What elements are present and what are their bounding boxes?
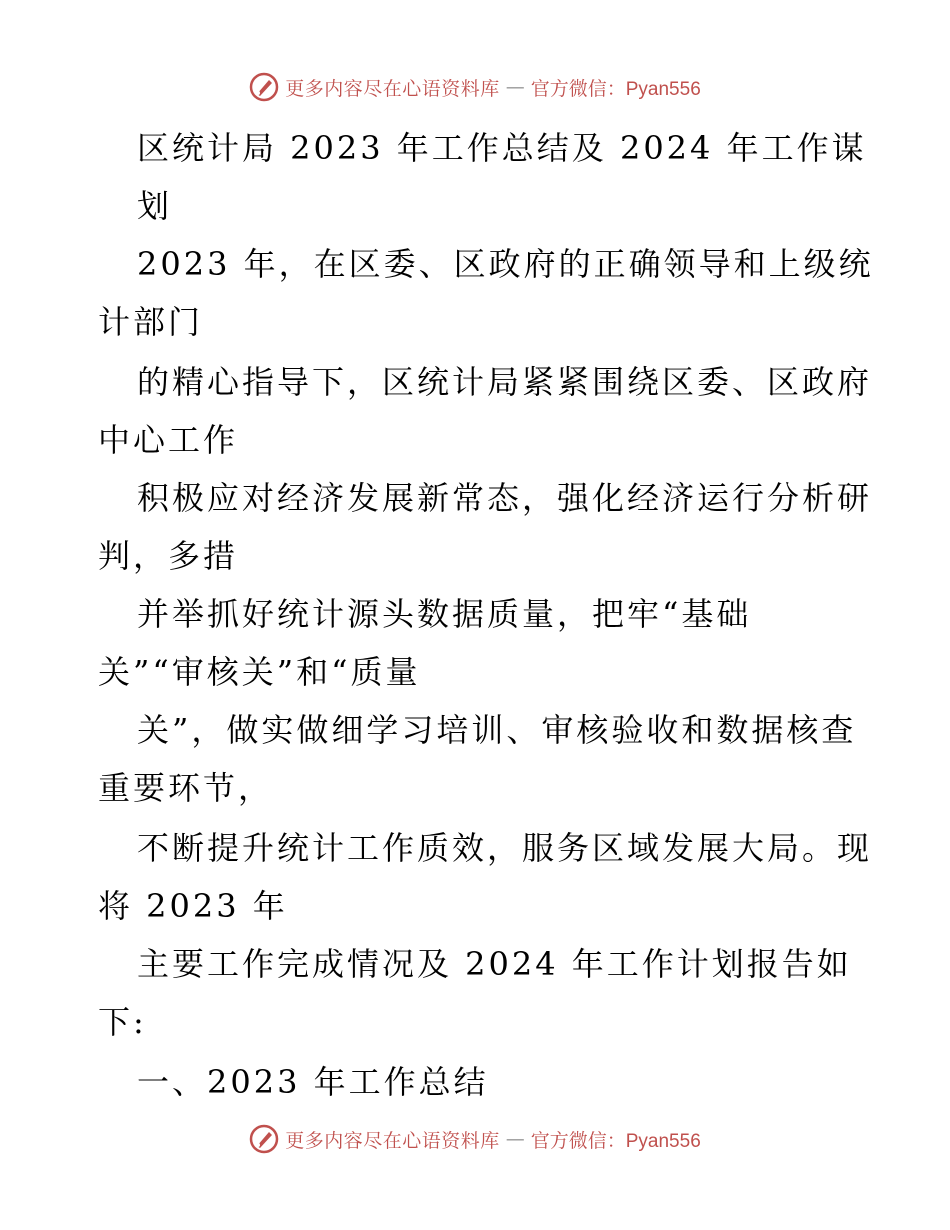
text-line: 关”“审核关”和“质量	[98, 653, 421, 691]
text-line: 关”，做实做细学习培训、审核验收和数据核查	[137, 711, 857, 749]
watermark-contact: 官方微信：Pyan556	[530, 1130, 701, 1152]
text-line: 将 2023 年	[98, 887, 288, 925]
text-line: 中心工作	[98, 421, 239, 459]
text-line: 下:	[98, 1003, 147, 1041]
watermark-separator: —	[505, 1128, 525, 1150]
text-line: 不断提升统计工作质效，服务区域发展大局。现	[137, 829, 873, 867]
text-line: 判，多措	[98, 537, 239, 575]
text-line: 主要工作完成情况及 2024 年工作计划报告如	[137, 945, 852, 983]
text-line: 并举抓好统计源头数据质量，把牢“基础	[137, 595, 752, 633]
watermark-contact: 官方微信：Pyan556	[530, 78, 701, 100]
watermark-separator: —	[505, 76, 525, 98]
section-heading: 一、2023 年工作总结	[137, 1063, 489, 1101]
header-watermark	[0, 72, 950, 102]
pen-logo-icon	[249, 72, 279, 102]
watermark-text: 更多内容尽在心语资料库	[285, 1129, 500, 1152]
title-line-1: 区统计局 2023 年工作总结及 2024 年工作谋	[137, 129, 867, 167]
text-line: 2023 年，在区委、区政府的正确领导和上级统	[137, 245, 874, 283]
pen-logo-icon	[249, 1124, 279, 1154]
text-line: 计部门	[98, 303, 204, 341]
watermark-text: 更多内容尽在心语资料库	[285, 77, 500, 100]
text-line: 积极应对经济发展新常态，强化经济运行分析研	[137, 479, 873, 517]
footer-watermark	[0, 1124, 950, 1154]
text-line: 重要环节，	[98, 769, 274, 807]
title-line-2: 划	[137, 187, 173, 225]
text-line: 的精心指导下，区统计局紧紧围绕区委、区政府	[137, 363, 873, 401]
